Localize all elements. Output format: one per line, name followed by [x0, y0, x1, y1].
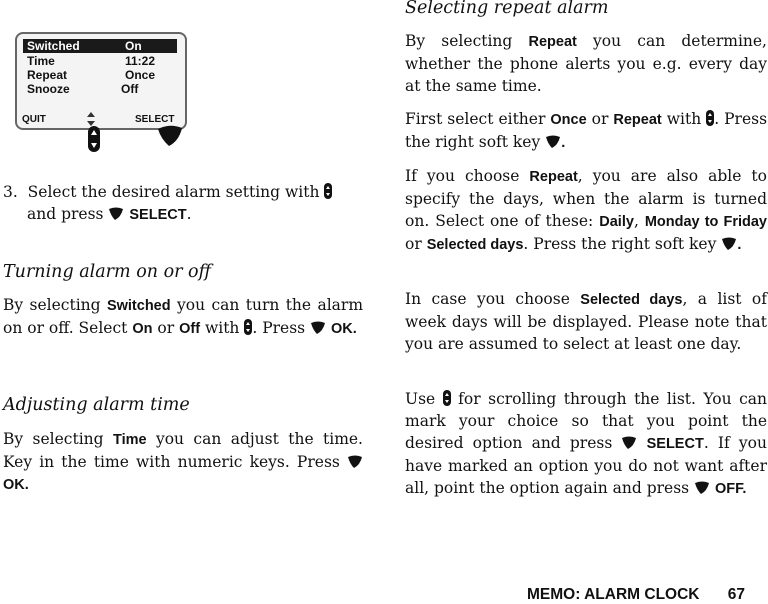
right-softkey-icon: [347, 455, 363, 469]
heading-adjusting-time: Adjusting alarm time: [3, 395, 190, 415]
right-softkey-icon: [310, 321, 326, 335]
right-softkey-icon: [108, 207, 124, 221]
right-softkey-icon: [694, 481, 710, 495]
paragraph-choose-repeat: If you choose Repeat, you are also able to specify the days, when the alarm is turned on. Select one of these: Daily, Monday to Friday or Selected days. Press the right soft key .: [405, 167, 767, 253]
paragraph-selected-days: In case you choose Selected days, a list of week days will be displayed. Please note that you are assumed to select at least one day.: [405, 290, 767, 353]
paragraph-scrolling: Use for scrolling through the list. You can mark your choice so that you point the desired option and press SELECT. If you have marked an option you do not want after all, point the option again and press OFF.: [405, 390, 767, 497]
paragraph-repeat-intro: By selecting Repeat you can determine, whether the phone alerts you e.g. every day at the same time.: [405, 32, 767, 95]
right-softkey-icon: [621, 436, 637, 450]
page-footer: [527, 586, 745, 604]
footer-section-title: MEMO: ALARM CLOCK: [527, 586, 700, 603]
paragraph-on-off: By selecting Switched you can turn the alarm on or off. Select On or Off with . Press OK.: [3, 296, 364, 337]
navigation-key-icon: [324, 183, 332, 199]
display-row-repeat: Repeat Once: [27, 68, 156, 82]
display-quit-label: QUIT: [22, 114, 46, 125]
phone-display: [15, 32, 187, 130]
display-select-label: SELECT: [135, 114, 175, 125]
display-row-switched: Switched On: [23, 39, 177, 53]
right-softkey-icon: [721, 237, 737, 251]
display-row-snooze: Snooze Off: [27, 82, 139, 96]
right-softkey-icon: [157, 125, 183, 147]
paragraph-time: By selecting Time you can adjust the time. Key in the time with numeric keys. Press OK.: [3, 430, 363, 493]
heading-repeat-alarm: Selecting repeat alarm: [405, 0, 609, 18]
right-softkey-icon: [545, 135, 561, 149]
navigation-key-icon: [706, 110, 714, 126]
page-number: 67: [727, 586, 746, 603]
heading-turning-alarm: Turning alarm on or off: [3, 262, 211, 282]
display-row-time: Time 11:22: [27, 54, 156, 68]
navigation-key-icon: [244, 319, 252, 335]
updown-arrows-icon: [87, 112, 95, 126]
navigation-key-icon: [86, 125, 102, 153]
step-3: 3. Select the desired alarm setting with and press SELECT.: [3, 181, 363, 226]
navigation-key-icon: [443, 390, 451, 406]
paragraph-select-once-repeat: First select either Once or Repeat with . Press the right soft key .: [405, 110, 768, 151]
